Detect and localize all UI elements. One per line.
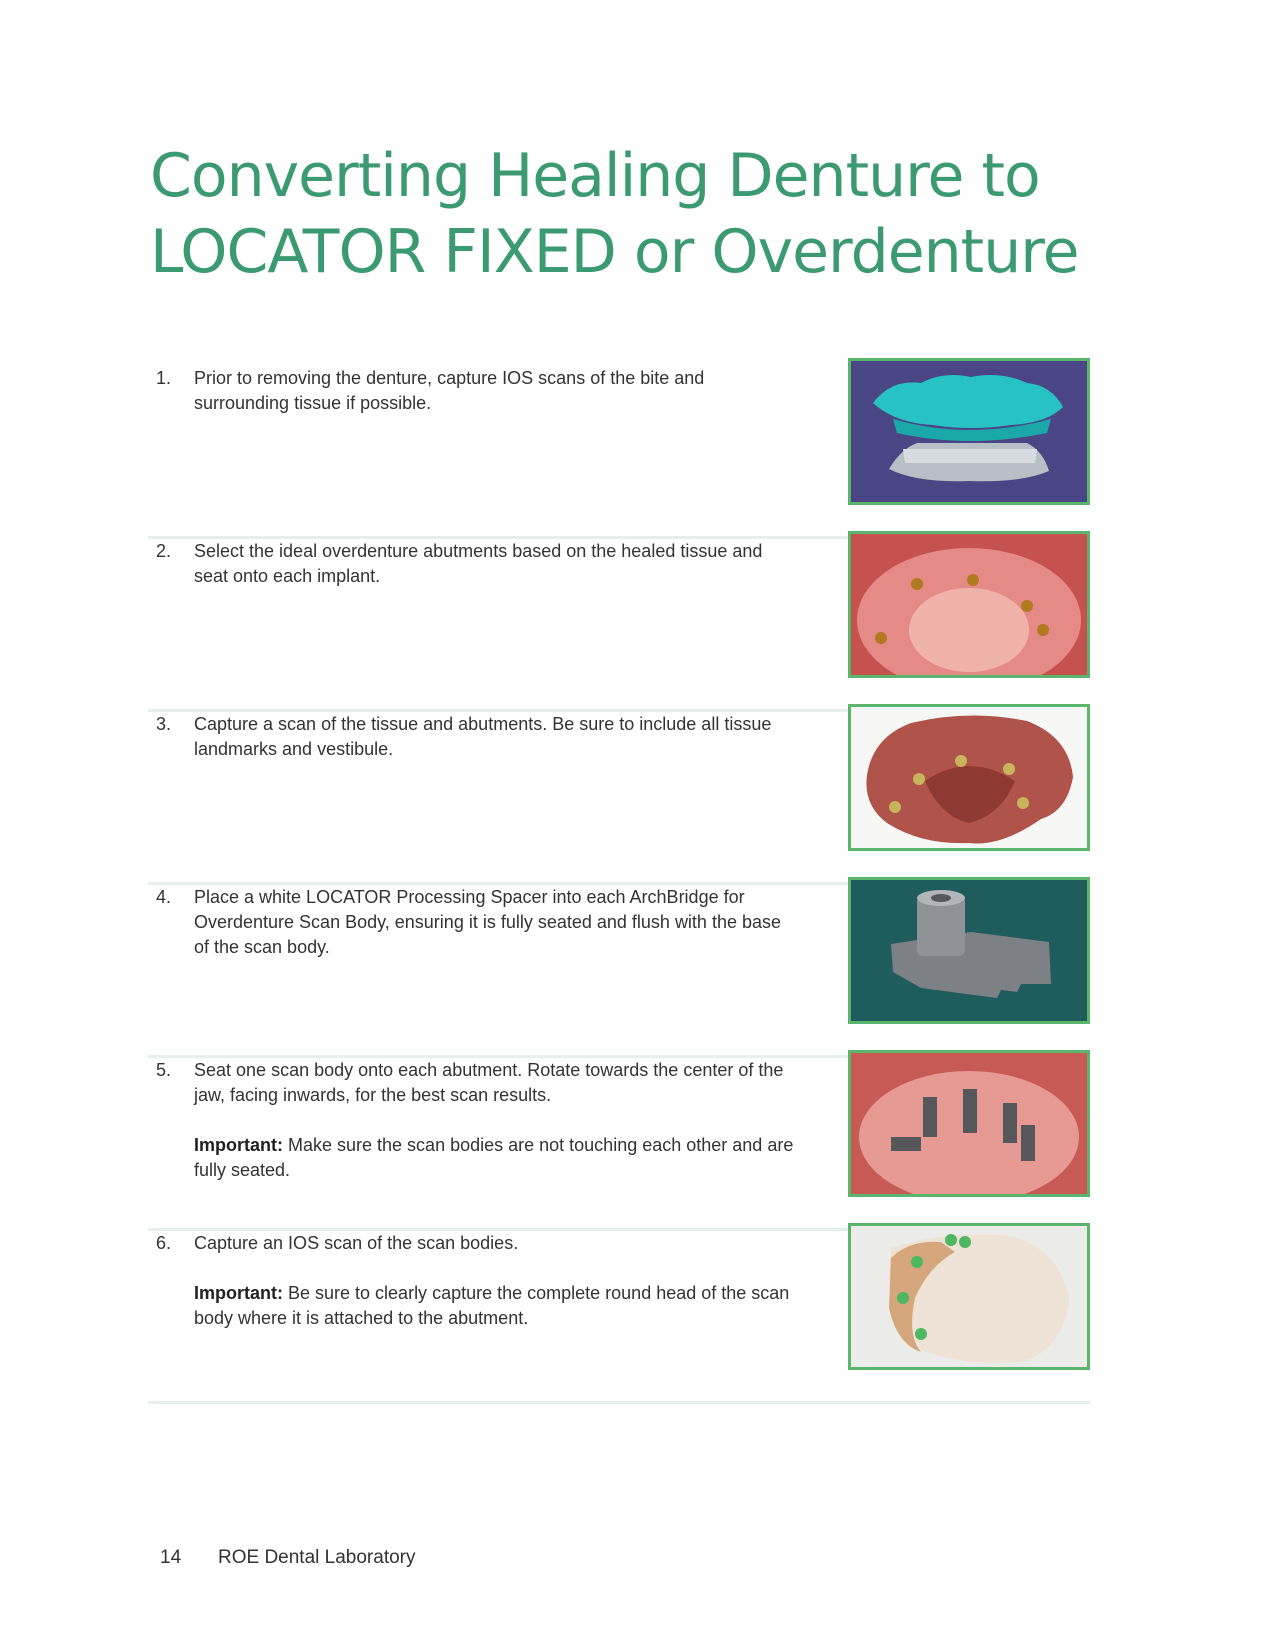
step-number: 3. [156,714,172,734]
step-text: Capture an IOS scan of the scan bodies. [194,1233,519,1253]
lab-name: ROE Dental Laboratory [218,1547,416,1568]
step-number: 1. [156,368,172,388]
step-number: 2. [156,541,172,561]
tissue-scan-image [848,704,1090,851]
dental-scan-bite-image [848,358,1090,505]
page-title [150,138,1078,290]
step-text: Prior to removing the denture, capture IOS scans of the bite and surrounding tissue if possible. [194,368,705,413]
page-number: 14 [160,1547,182,1568]
step-text: Capture a scan of the tissue and abutments. Be sure to include all tissue landmarks and vestibule. [194,714,772,759]
important-note [194,1281,794,1331]
step-text: Select the ideal overdenture abutments based on the healed tissue and seat onto each implant. [194,541,763,586]
step-body [194,539,794,589]
step-item [148,1058,1090,1231]
scan-body-image [848,877,1090,1024]
step-item [148,539,1090,712]
important-label: Important: [194,1283,283,1303]
important-label: Important: [194,1135,283,1155]
scan-bodies-scan-image [848,1223,1090,1370]
page-title-line-2: LOCATOR FIXED or Overdenture [150,217,1079,287]
step-number: 6. [156,1233,172,1253]
step-number: 5. [156,1060,172,1080]
steps-list [148,366,1090,1404]
scan-bodies-in-mouth-image [848,1050,1090,1197]
step-body [194,712,794,762]
step-item [148,885,1090,1058]
step-text: Seat one scan body onto each abutment. Rotate towards the center of the jaw, facing inwards, for the best scan results. [194,1060,784,1105]
step-body [194,366,794,416]
step-item [148,366,1090,539]
important-text: Be sure to clearly capture the complete round head of the scan body where it is attached to the abutment. [194,1283,790,1328]
step-body [194,885,794,960]
abutments-in-mouth-image [848,531,1090,678]
step-item [148,712,1090,885]
step-item [148,1231,1090,1404]
step-number: 4. [156,887,172,907]
step-body [194,1231,794,1331]
important-note [194,1133,794,1183]
page-footer [160,1547,416,1569]
step-body [194,1058,794,1183]
page-title-line-1: Converting Healing Denture to [150,141,1040,211]
important-text: Make sure the scan bodies are not touching each other and are fully seated. [194,1135,794,1180]
step-text: Place a white LOCATOR Processing Spacer into each ArchBridge for Overdenture Scan Body, ensuring it is fully seated and flush with the base of the scan body. [194,887,782,957]
